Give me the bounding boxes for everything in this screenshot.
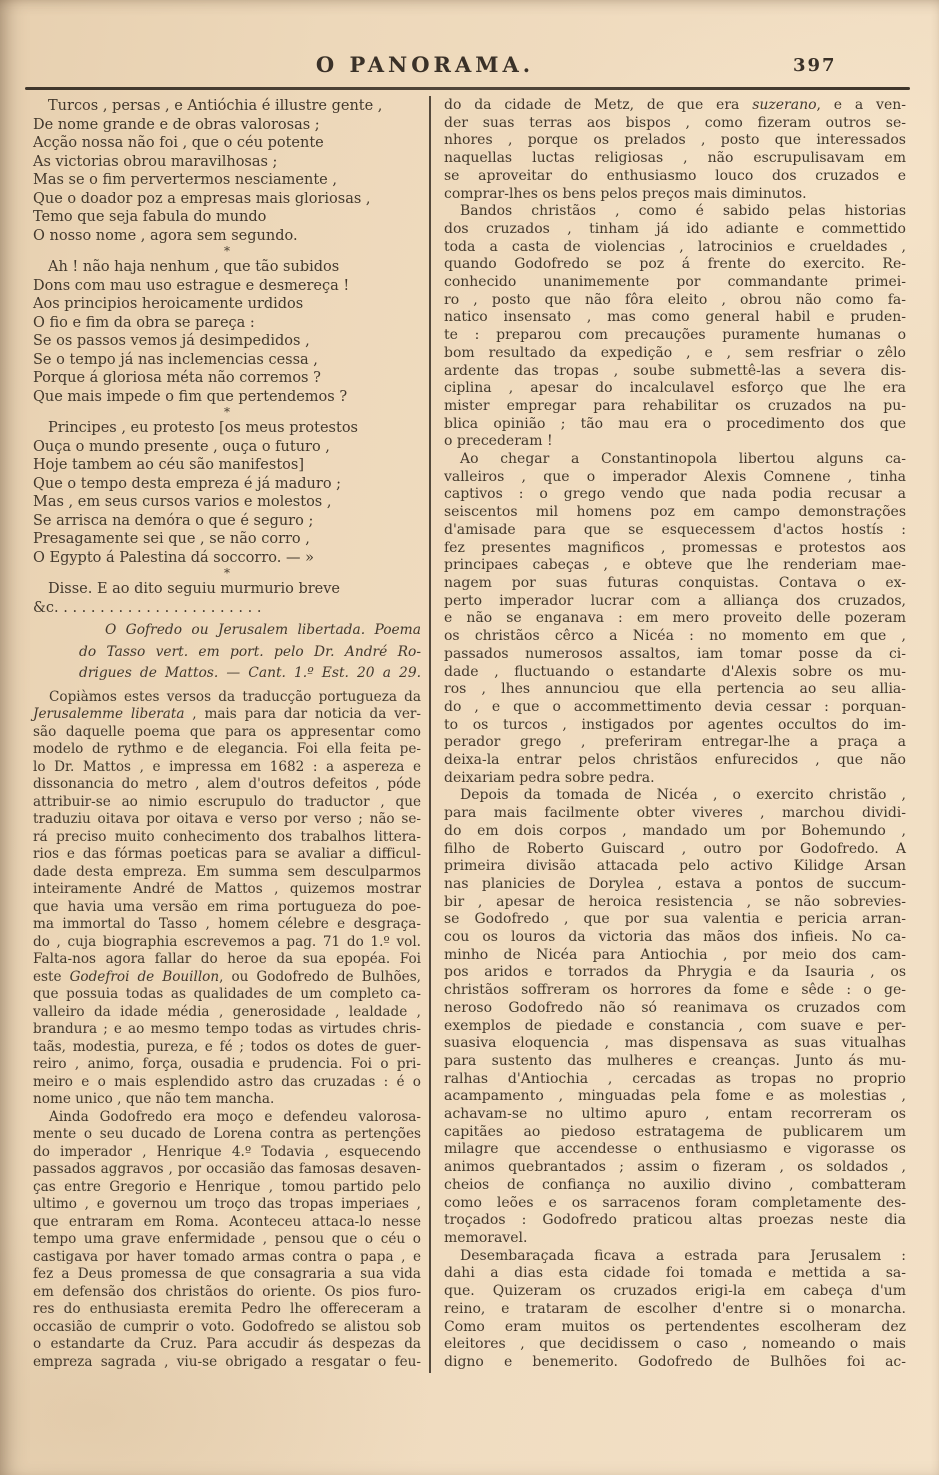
journal-title: O PANORAMA. [315,52,535,77]
text-line: nas planicies de Dorylea , estava a pontos de succum- [444,875,906,892]
text-line: ças entre Gregorio e Henrique , tomou partido pelo [33,1178,421,1195]
page-number: 397 [793,55,837,76]
text-line: reiro , animo, força, ousadia e prudencia. Foi o pri- [33,1056,421,1072]
left-prose [33,689,421,1372]
text-line: Ainda Godofredo era moço e defendeu valorosa- [49,1108,421,1125]
poem-line: Dons com mau uso estrague e desmereça ! [33,277,350,294]
paragraph [444,787,906,1247]
text-line: te : preparou com precauções puramente humanas o [444,327,906,344]
poem-line: Se arrisca na demóra o que é seguro ; [33,512,314,529]
text-line: toda a casta de violencias , latrocinios e crueldades , [444,238,906,255]
text-line: do , cuja biographia escrevemos a pag. 71 do 1.º vol. [33,933,421,950]
text-line: bir , apesar de heroica resistencia , se não sobrevies- [444,893,906,910]
text-line: castigava por haver tomado armas contra o papa , e [33,1248,421,1265]
text-line: este Godefroi de Bouillon, ou Godofredo de Bulhões, [33,968,421,985]
attribution-line: drigues de Mattos. — Cant. 1.º Est. 20 a 29. [79,665,421,681]
text-line: dade , fluctuando o estandarte d'Alexis sobre os mu- [444,663,906,680]
stanza [33,419,421,567]
text-line: christãos soffreram os horrores da fome e sêde : o ge- [444,982,906,999]
paragraph [444,203,906,451]
text-line: milagre que accendesse o enthusiasmo e vigorasse os [444,1141,906,1158]
poem-line: O Egypto á Palestina dá soccorro. — » [33,549,314,566]
text-line: valleiros , que o imperador Alexis Comnene , tinha [444,468,906,485]
poem-line: Hoje tambem ao céu são manifestos] [33,457,304,473]
header-rule [25,87,910,90]
text-line: minho de Nicéa para Antiochia , por meio dos cam- [444,946,906,963]
text-line: dahi a dias esta cidade foi tomada e mettida a sa- [444,1265,906,1282]
text-line: do , e que o accommettimento devia cessar : porquan- [444,698,906,715]
text-line: mente o seu ducado de Lorena contra as pertenções [33,1126,421,1142]
text-line: achavam-se no ultimo apuro , entam recorreram os [444,1106,906,1123]
text-line: attribuir-se ao nimio escrupulo do traductor , que [33,793,421,810]
text-line: occasião de cumprir o voto. Godofredo se alistou sob [33,1318,421,1335]
text-line: ma immortal do Tasso , homem célebre e desgraça- [33,916,421,932]
right-column [444,97,906,1372]
paragraph [444,451,906,787]
paragraph [444,97,906,203]
text-line: ciplina , apesar do incalculavel esforço que lhe era [444,380,906,397]
text-line: fez presentes magnificos , promessas e protestos aos [444,539,906,556]
text-line: reino, e trataram de escolher d'entre si o monarcha. [444,1300,906,1317]
text-line: d'amisade para que se esquecessem d'actos hostís : [444,521,906,538]
text-line: principaes cabeças , e obteve que lhe renderiam mae- [444,557,906,574]
text-line: cou os louros da victoria das mãos dos infieis. No ca- [444,929,906,946]
text-line: ultimo , e governou um troço das tropas imperiaes , [33,1196,421,1212]
attribution-line: do Tasso vert. em port. pelo Dr. André Ro- [79,643,421,660]
paragraph [444,1248,906,1372]
text-line: exemplos de piedade e constancia , com suave e per- [444,1017,906,1034]
text-line: Copiàmos estes versos da traducção portugueza da [49,688,421,705]
text-line: ros , lhes annunciou que ella pertencia ao seu allia- [444,681,906,698]
text-line: primeira divisão attacada pelo activo Kilidge Arsan [444,858,906,875]
text-line: são daquelle poema que para os appresentar como [33,723,421,740]
text-line: que havia uma versão em rima portugueza do poe- [33,898,421,915]
text-line: troçados : Godofredo praticou altas proezas neste dia [444,1212,906,1229]
text-line: dade desta empreza. Em summa sem desculparmos [33,863,421,880]
text-line: cheios de confiança no auxilio divino , combatteram [444,1176,906,1193]
text-line: rá preciso muito conhecimento dos trabalhos littera- [33,828,421,845]
text-line: se Godofredo , que por sua valentia e pericia arran- [444,911,906,928]
text-line: nagem por suas futuras conquistas. Contava o ex- [444,574,906,591]
text-line: que. Quizeram os cruzados erigi-la em cabeça d'um [444,1283,906,1300]
text-line: to os turcos , instigados por agentes occultos do im- [444,716,906,733]
text-line: Falta-nos agora fallar do heroe da sua epopéa. Foi [33,951,421,967]
text-line: nome unico , que não tem mancha. [33,1091,275,1107]
text-line: meiro e o mais esplendido astro das cruzadas : é o [33,1073,421,1090]
text-line: taãs, modestia, pureza, e fé ; todos os dotes de guer- [33,1038,421,1055]
text-line: inteiramente André de Mattos , quizemos mostrar [33,881,421,897]
text-line: res do enthusiasta eremita Pedro lhe offereceram a [33,1301,421,1317]
text-line: passados aggravos , por occasião das famosas desaven- [33,1161,421,1177]
text-line: do imperador , Henrique 4.º Todavia , esquecendo [33,1143,421,1160]
text-line: e não se enganava : em mero proveito delle pozeram [444,610,906,627]
text-line: que possuia todas as qualidades de um completo ca- [33,986,421,1002]
poem-line: Disse. E ao dito seguiu murmurio breve [48,581,341,597]
text-line: lo Dr. Mattos , e impressa em 1682 : a aspereza e [33,758,421,775]
text-line: empreza sagrada , viu-se obrigado a resgatar o feu- [33,1353,421,1370]
text-line: perto imperador lucrar com a alliança dos cruzados, [444,592,906,609]
text-line: neroso Godofredo não só reanimava os cruzados com [444,999,906,1016]
text-line: Jerusalemme liberata , mais para dar noticia da ver- [33,706,421,722]
text-line: quando Godofredo se poz á frente do exercito. Re- [444,256,906,273]
text-line: para sustento das mulheres e creanças. Junto ás mu- [444,1052,906,1069]
paragraph [33,1109,421,1372]
text-line: rios e das fórmas poeticas para se avaliar a difficul- [33,846,421,862]
poem-line: Temo que seja fabula do mundo [33,209,267,225]
right-prose [444,97,906,1372]
text-line: como leões e os sarracenos foram completamente des- [444,1194,906,1211]
text-line: brandura ; e ao mesmo tempo todas as virtudes chris- [33,1021,421,1037]
poem-line: &c. . . . . . . . . . . . . . . . . . . . . . . [33,599,262,616]
poem-line: Que o tempo desta empreza é já maduro ; [33,475,342,492]
poem-line: Principes , eu protesto [os meus protestos [48,420,358,436]
text-line: Bandos christãos , como é sabido pelas historias [460,203,906,220]
text-line: naquellas luctas religiosas , não escrupulisavam em [444,150,906,167]
text-line: perador grego , preferiram entregar-lhe a praça a [444,734,906,751]
text-line: dos cruzados , tinham já ido adiante e commettido [444,220,906,237]
text-line: comprar-lhes os bens pelos preços mais diminutos. [444,185,807,202]
text-line: blica opinião ; tão mau era o procedimento dos que [444,415,906,432]
stanza [33,97,421,245]
text-line: conhecido unanimemente por commandante primei- [444,274,906,291]
poem-line: Aos principios heroicamente urdidos [33,296,304,312]
text-line: deixariam pedra sobre pedra. [444,769,655,786]
text-line: pos aridos e torrados da Phrygia e da Isauria , os [444,964,906,981]
poem-line: Porque á gloriosa méta não corremos ? [33,370,321,386]
text-line: nhores , porque os prelados , posto que interessados [444,132,906,149]
text-line: der suas terras aos bispos , como fizeram outros se- [444,114,906,131]
text-line: bom resultado da expedição , e , sem resfriar o zêlo [444,344,906,361]
poem-line: Que mais impede o fim que pertendemos ? [33,388,348,405]
text-line: eleitores , que decidissem o caso , nomeando o mais [444,1336,906,1353]
text-line: o precederam ! [444,433,553,450]
text-line: fez a Deus promessa de que consagraria a sua vida [33,1266,421,1282]
text-line: traduziu oitava por oitava e verso por verso ; não se- [33,811,421,827]
text-line: para mais facilmente obter viveres , marchou dividi- [444,805,906,822]
stanza [33,258,421,406]
text-line: suasiva eloquencia , mas dispensava as suas vitualhas [444,1035,906,1052]
poem-line: De nome grande e de obras valorosas ; [33,116,320,133]
text-line: animos quebrantados ; assim o fizeram , os soldados , [444,1159,906,1176]
text-line: o estandarte da Cruz. Para accudir ás despezas da [33,1336,421,1352]
poem-line: Ah ! não haja nenhum , que tão subidos [48,259,340,275]
text-line: memoravel. [444,1230,528,1246]
poem-line: Se os passos vemos já desimpedidos , [33,333,310,349]
poem-line: Que o doador poz a empresas mais gloriosas , [33,190,371,207]
text-line: do em dois corpos , mandado um por Bohemundo , [444,822,906,839]
text-line: do da cidade de Metz, de que era suzerano, e a ven- [444,97,906,113]
poem-line: Se o tempo já nas inclemencias cessa , [33,351,318,368]
text-line: em defensão dos christãos do oriente. Os pios furo- [33,1283,421,1300]
text-line: acampamento , minguadas pela fome e as molestias , [444,1088,906,1105]
asterisk-divider-icon: * [224,566,230,580]
text-line: que entraram em Roma. Aconteceu attaca-lo nesse [33,1213,421,1230]
poem-line: Mas , em seus cursos varios e molestos , [33,494,332,510]
text-line: valleiro da idade média , generosidade , lealdade , [33,1003,421,1020]
column-divider [429,96,431,1373]
text-line: se aproveitar do enthusiasmo louco dos cruzados e [444,167,906,184]
text-line: ro , posto que não fôra eleito , obrou não como fa- [444,291,906,308]
poem-line: Acção nossa não foi , que o céu potente [33,135,324,151]
poem-line: Ouça o mundo presente , ouça o futuro , [33,438,330,455]
text-line: natico insensato , mas como general habil e pruden- [444,309,906,326]
text-line: tempo uma grave enfermidade , pensou que o céu o [33,1231,421,1247]
text-line: Depois da tomada de Nicéa , o exercito christão , [460,787,906,804]
stanza [33,580,421,617]
text-line: digno e benemerito. Godofredo de Bulhões foi ac- [444,1353,906,1370]
text-line: mister empregar para rehabilitar os cruzados na pu- [444,397,906,414]
text-line: os christãos cêrco a Nicéa : no momento em que , [444,628,906,645]
text-line: captivos : o grego vendo que nada podia recusar a [444,486,906,503]
text-line: Ao chegar a Constantinopola libertou alguns ca- [460,451,906,468]
attribution-line: O Gofredo ou Jerusalem libertada. Poema [105,622,421,638]
poem-line: O fio e fim da obra se pareça : [33,314,255,331]
text-line: dissonancia do metro , alem d'outros defeitos , póde [33,776,421,792]
text-line: modelo de rythmo e de elegancia. Foi ella feita pe- [33,741,421,757]
left-column [33,97,421,1371]
text-line: Como eram muitos os pertendentes escolheram dez [444,1318,906,1335]
text-line: ralhas d'Antiochia , cercadas as tropas no proprio [444,1070,906,1087]
poem-line: Presagamente sei que , se não corro , [33,531,310,547]
poem [33,97,421,617]
asterisk-divider-icon: * [224,405,230,419]
poem-attribution [79,620,421,685]
text-line: filho de Roberto Guiscard , outro por Godofredo. A [444,840,906,857]
poem-line: Mas se o fim pervertermos nesciamente , [33,172,337,188]
text-line: capitães ao piedoso estratagema de publicarem um [444,1123,906,1140]
text-line: seiscentos mil homens poz em campo demonstrações [444,504,906,521]
paragraph [33,689,421,1109]
asterisk-divider-icon: * [224,244,230,258]
text-line: deixa-la entrar pelos christãos enfurecidos , que não [444,752,906,769]
text-line: Desembaraçada ficava a estrada para Jerusalem : [460,1247,906,1264]
poem-line: O nosso nome , agora sem segundo. [33,227,298,244]
poem-line: Turcos , persas , e Antióchia é illustre gente , [48,98,383,114]
poem-line: As victorias obrou maravilhosas ; [33,153,278,170]
text-line: ardente das tropas , soube submettê-las a severa dis- [444,362,906,379]
text-line: passados numerosos assaltos, iam tomar posse da ci- [444,645,906,662]
